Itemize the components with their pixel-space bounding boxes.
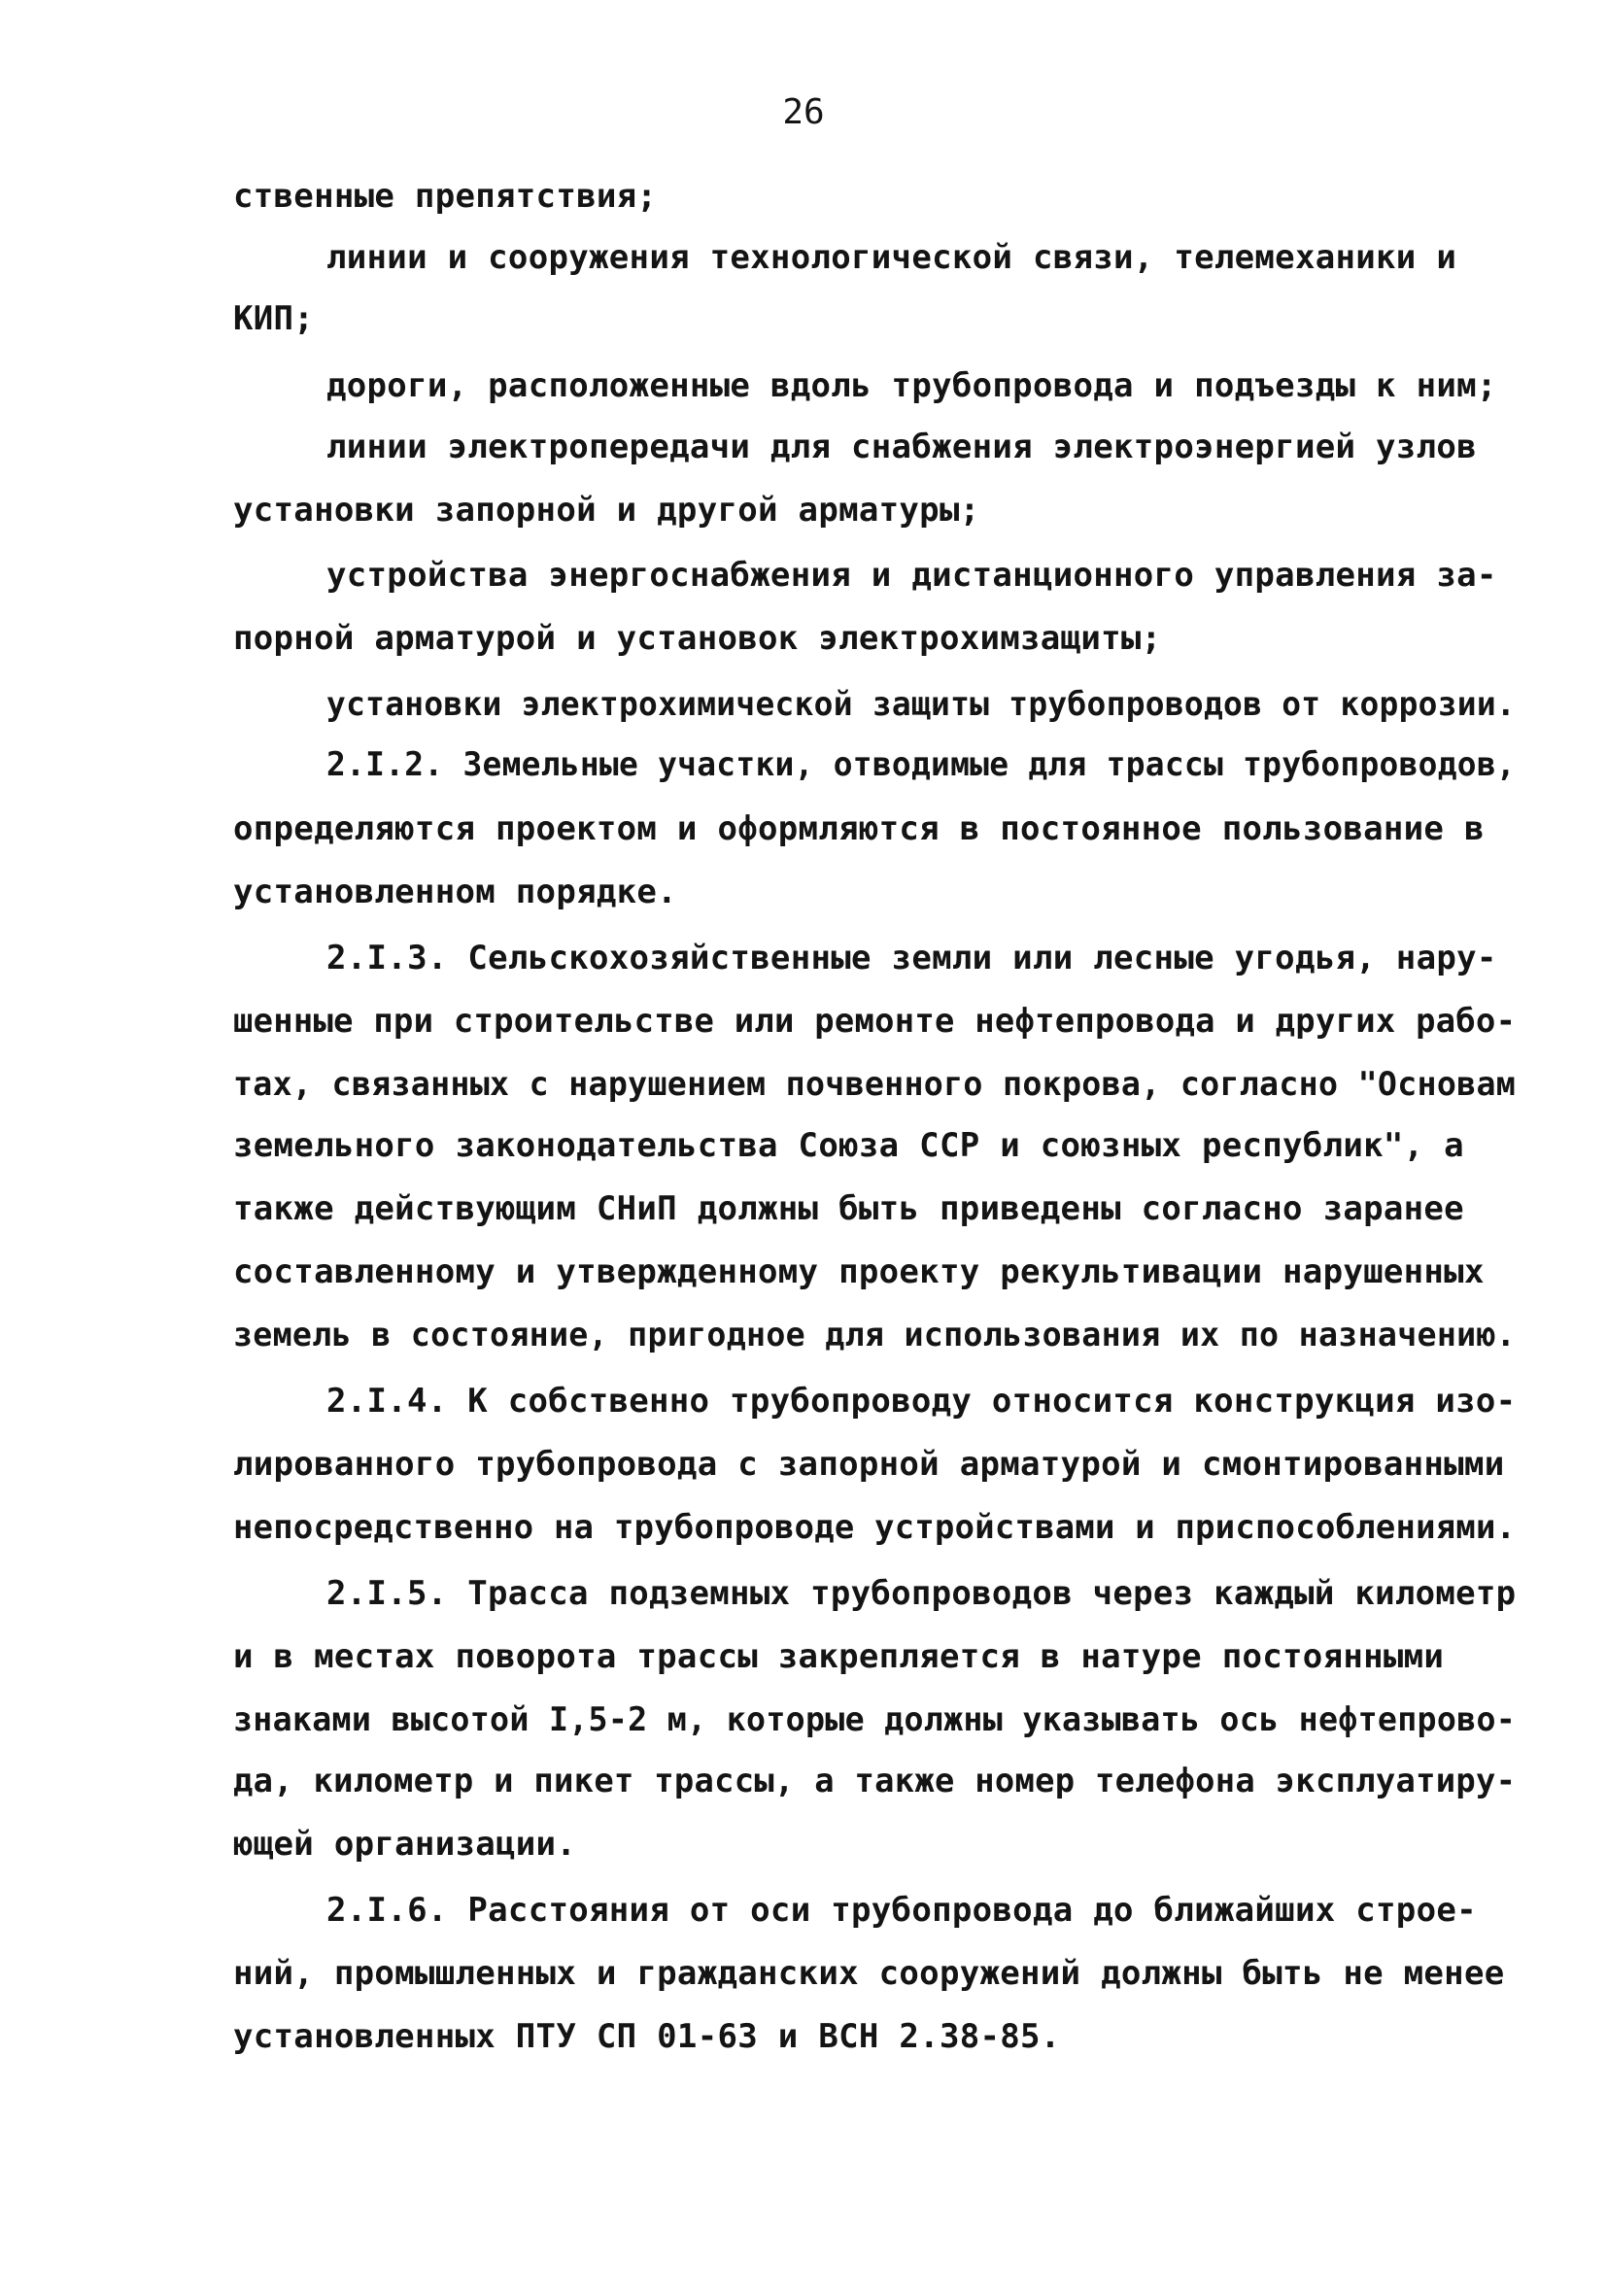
page-number: 26 [782, 92, 825, 132]
text-line: ственные препятствия; [233, 177, 658, 216]
text-line: также действующим СНиП должны быть приведены согласно заранее [233, 1189, 1464, 1228]
text-line: устройства энергоснабжения и дистанционного управления за- [326, 556, 1497, 595]
text-line: земельного законодательства Союза ССР и союзных республик", а [233, 1126, 1464, 1165]
text-line: дороги, расположенные вдоль трубопровода и подъезды к ним; [326, 366, 1497, 405]
text-line: непосредственно на трубопроводе устройствами и приспособлениями. [233, 1508, 1517, 1547]
text-line: ющей организации. [233, 1825, 577, 1864]
text-line: лированного трубопровода с запорной арматурой и смонтированными [233, 1445, 1505, 1484]
text-line: линии и сооружения технологической связи, телемеханики и [326, 238, 1457, 277]
text-line: определяются проектом и оформляются в постоянное пользование в [233, 809, 1485, 848]
text-line: 2.I.2. Земельные участки, отводимые для трассы трубопроводов, [326, 745, 1517, 784]
text-line: установки запорной и другой арматуры; [233, 491, 980, 530]
text-line: 2.I.3. Сельскохозяйственные земли или лесные угодья, нару- [326, 939, 1497, 977]
text-line: 2.I.4. К собственно трубопроводу относится конструкция изо- [326, 1382, 1517, 1421]
text-line: шенные при строительстве или ремонте нефтепровода и других рабо- [233, 1002, 1517, 1041]
text-line: линии электропередачи для снабжения электроэнергией узлов [326, 428, 1477, 466]
text-line: ний, промышленных и гражданских сооружений должны быть не менее [233, 1954, 1505, 1993]
text-line: порной арматурой и установок электрохимзащиты; [233, 619, 1162, 658]
text-line: КИП; [233, 299, 315, 338]
text-line: и в местах поворота трассы закрепляется в натуре постоянными [233, 1637, 1445, 1676]
text-line: земель в состояние, пригодное для использования их по назначению. [233, 1316, 1517, 1354]
text-line: установленном порядке. [233, 873, 677, 911]
text-line: тах, связанных с нарушением почвенного покрова, согласно "Основам [233, 1065, 1517, 1104]
text-line: установки электрохимической защиты трубопроводов от коррозии. [326, 685, 1517, 724]
text-line: да, километр и пикет трассы, а также номер телефона эксплуатиру- [233, 1762, 1517, 1800]
text-line: знаками высотой I,5-2 м, которые должны указывать ось нефтепрово- [233, 1700, 1517, 1739]
text-line: 2.I.5. Трасса подземных трубопроводов через каждый километр [326, 1574, 1517, 1613]
text-line: установленных ПТУ СП 01-63 и ВСН 2.38-85. [233, 2017, 1061, 2056]
text-line: 2.I.6. Расстояния от оси трубопровода до ближайших строе- [326, 1891, 1477, 1930]
text-line: составленному и утвержденному проекту рекультивации нарушенных [233, 1252, 1485, 1291]
